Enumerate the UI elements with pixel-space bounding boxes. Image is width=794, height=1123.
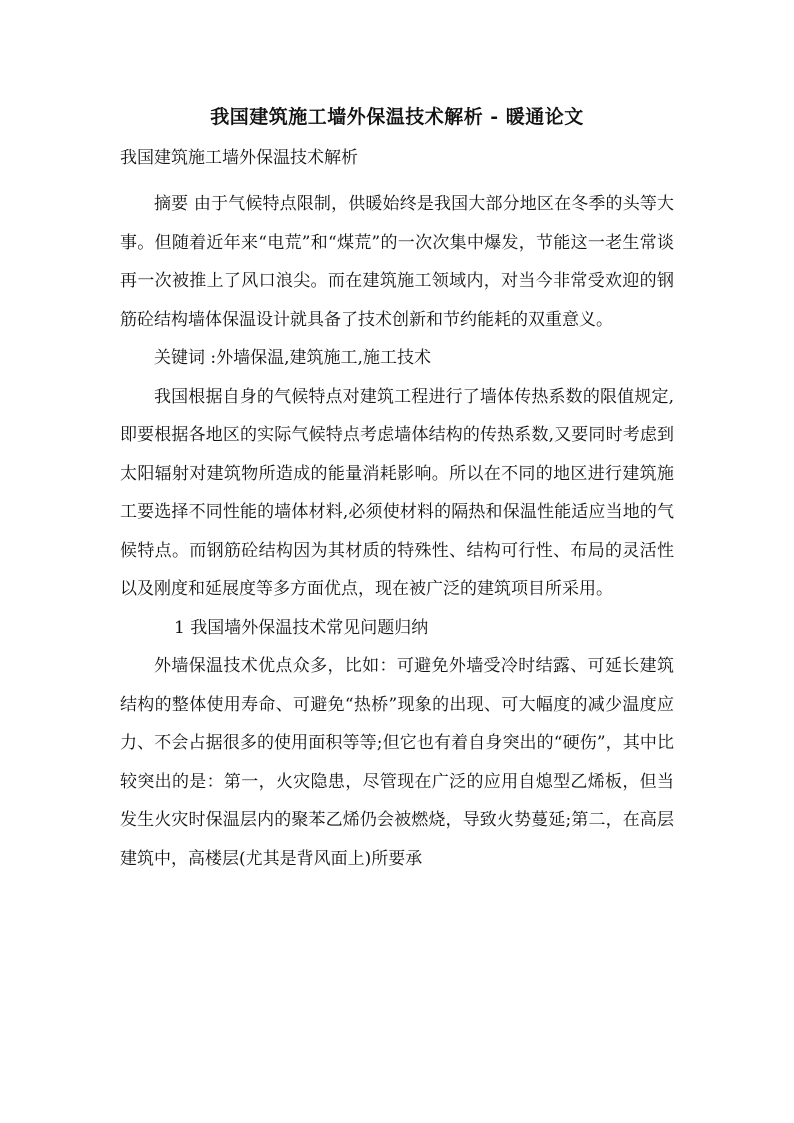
document-subtitle: 我国建筑施工墙外保温技术解析 — [120, 148, 358, 168]
keywords-paragraph: 关键词 :外墙保温,建筑施工,施工技术 — [154, 348, 431, 368]
section-heading: 1 我国墙外保温技术常见问题归纳 — [174, 617, 429, 638]
section-paragraph: 外墙保温技术优点众多，比如：可避免外墙受冷时结露、可延长建筑结构的整体使用寿命、可避免“热桥”现象的出现、可大幅度的减少温度应力、不会占据很多的使用面积等等;但它也有着自身突出的“硬伤”，其中比较突出的是：第一，火灾隐患，尽管现在广泛的应用自熄型乙烯板，但当发生火灾时保温层内的聚苯乙烯仍会被燃烧，导致火势蔓延;第二，在高层建筑中，高楼层(尤其是背风面上)所要承 — [120, 656, 674, 869]
document-body — [120, 185, 674, 878]
document-title: 我国建筑施工墙外保温技术解析 - 暖通论文 — [210, 106, 584, 128]
intro-paragraph: 我国根据自身的气候特点对建筑工程进行了墙体传热系数的限值规定,即要根据各地区的实际气候特点考虑墙体结构的传热系数,又要同时考虑到太阳辐射对建筑物所造成的能量消耗影响。所以在不同的地区进行建筑施工要选择不同性能的墙体材料,必须使材料的隔热和保温性能适应当地的气候特点。而钢筋砼结构因为其材质的特殊性、结构可行性、布局的灵活性以及刚度和延展度等多方面优点，现在被广泛的建筑项目所采用。 — [120, 386, 674, 599]
abstract-paragraph: 摘要 由于气候特点限制，供暖始终是我国大部分地区在冬季的头等大事。但随着近年来“电荒”和“煤荒”的一次次集中爆发，节能这一老生常谈再一次被推上了风口浪尖。而在建筑施工领域内，对当今非常受欢迎的钢筋砼结构墙体保温设计就具备了技术创新和节约能耗的双重意义。 — [120, 194, 674, 330]
